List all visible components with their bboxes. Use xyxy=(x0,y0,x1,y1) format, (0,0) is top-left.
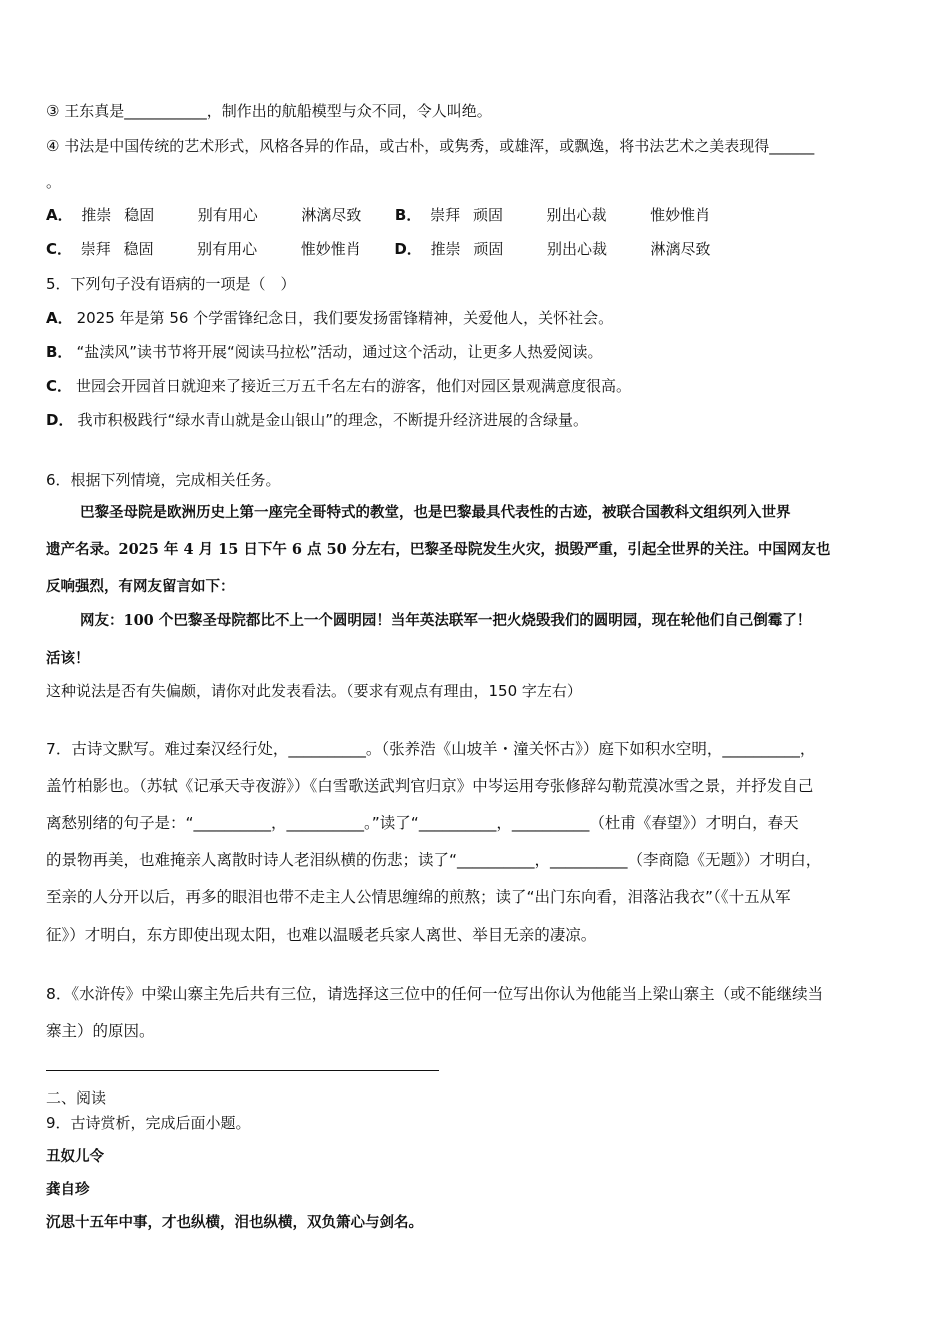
q5-option-d-text: 我市积极践行“绿水青山就是金山银山”的理念，不断提升经济进展的含绿量。 xyxy=(77,411,588,429)
q6-passage-line-1: 巴黎圣母院是欧洲历史上第一座完全哥特式的教堂，也是巴黎最具代表性的古迹，被联合国教科文组织列入世界 xyxy=(80,504,791,521)
q7-line-2: 盖竹柏影也。（苏轼《记承天寺夜游》）《白雪歌送武判官归京》中岑运用夸张修辞勾勒荒漠冰雪之景，并抒发自己 xyxy=(46,777,814,795)
q6-passage-line-4: 网友：100 个巴黎圣母院都比不上一个圆明园！当年英法联军一把火烧毁我们的圆明园，现在轮他们自己倒霉了！ xyxy=(80,612,812,629)
q7-line-1: 7．古诗文默写。难过秦汉经行处，__________。（张养浩《山坡羊・潼关怀古》）庭下如积水空明，__________， xyxy=(46,740,816,758)
q5-option-a-text: 2025 年是第 56 个学雷锋纪念日，我们要发扬雷锋精神，关爱他人，关怀社会。 xyxy=(76,309,614,327)
option-b-letter: B． xyxy=(394,206,422,224)
option-c-word-1: 崇拜 xyxy=(80,240,111,258)
option-a-word-4: 淋漓尽致 xyxy=(301,206,362,224)
option-d-word-3: 别出心裁 xyxy=(546,240,607,258)
q5-option-a xyxy=(46,309,613,327)
poem-line-1: 沉思十五年中事，才也纵横，泪也纵横，双负箫心与剑名。 xyxy=(46,1214,423,1231)
q8-line-1: 8．《水浒传》中梁山寨主先后共有三位，请选择这三位中的任何一位写出你认为他能当上梁山寨主（或不能继续当 xyxy=(46,985,824,1003)
q6-passage-line-3: 反响强烈，有网友留言如下： xyxy=(46,578,235,595)
q5-stem: 5．下列句子没有语病的一项是（ ） xyxy=(46,275,296,293)
q5-option-d xyxy=(46,411,588,429)
q9-stem: 9．古诗赏析，完成后面小题。 xyxy=(46,1114,251,1132)
option-c-letter: C． xyxy=(46,240,73,258)
q5-option-c-text: 世园会开园首日就迎来了接近三万五千名左右的游客，他们对园区景观满意度很高。 xyxy=(76,377,632,395)
option-d-word-2: 顽固 xyxy=(473,240,504,258)
option-a-letter: A． xyxy=(46,206,73,224)
q5-option-b-letter: B． xyxy=(46,343,73,361)
option-b-word-2: 顽固 xyxy=(472,206,503,224)
q6-passage-line-2: 遗产名录。2025 年 4 月 15 日下午 6 点 50 分左右，巴黎圣母院发生火灾，损毁严重，引起全世界的关注。中国网友也 xyxy=(46,541,831,558)
option-a-word-1: 推崇 xyxy=(81,206,112,224)
option-c-word-2: 稳固 xyxy=(123,240,154,258)
option-a-word-3: 别有用心 xyxy=(197,206,258,224)
q7-line-5: 至亲的人分开以后，再多的眼泪也带不走主人公情思缠绵的煎熬；读了“出门东向看，泪落沾我衣”（《十五从军 xyxy=(46,888,791,906)
q8-answer-line xyxy=(46,1070,439,1071)
option-d-word-4: 淋漓尽致 xyxy=(650,240,711,258)
q5-option-c xyxy=(46,377,631,395)
q5-option-c-letter: C． xyxy=(46,377,73,395)
q7-line-6: 征》）才明白，东方即使出现太阳，也难以温暖老兵家人离世、举目无亲的凄凉。 xyxy=(46,926,597,944)
poem-title: 丑奴儿令 xyxy=(46,1148,104,1165)
q6-stem: 6．根据下列情境，完成相关任务。 xyxy=(46,471,281,489)
q6-task: 这种说法是否有失偏颇，请你对此发表看法。（要求有观点有理由，150 字左右） xyxy=(46,682,582,700)
option-b-word-4: 惟妙惟肖 xyxy=(650,206,711,224)
option-b-word-1: 崇拜 xyxy=(430,206,461,224)
option-d-letter: D． xyxy=(394,240,422,258)
q5-option-b-text: “盐渎风”读书节将开展“阅读马拉松”活动，通过这个活动，让更多人热爱阅读。 xyxy=(76,343,603,361)
q6-passage-line-5: 活该！ xyxy=(46,650,90,667)
q7-line-3: 离愁别绪的句子是：“__________，__________。”读了“__________，__________（杜甫《春望》）才明白，春天 xyxy=(46,814,799,832)
option-c-word-3: 别有用心 xyxy=(197,240,258,258)
option-a-word-2: 稳固 xyxy=(124,206,155,224)
q4-options-row-1 xyxy=(46,206,710,224)
q5-option-a-letter: A． xyxy=(46,309,73,327)
section-2-heading: 二、阅读 xyxy=(46,1089,107,1107)
q4-item-3: ③ 王东真是___________，制作出的航船模型与众不同，令人叫绝。 xyxy=(46,102,492,120)
option-b-word-3: 别出心裁 xyxy=(546,206,607,224)
q4-options-row-2 xyxy=(46,240,711,258)
q5-option-b xyxy=(46,343,603,361)
q5-option-d-letter: D． xyxy=(46,411,74,429)
option-d-word-1: 推崇 xyxy=(430,240,461,258)
poem-author: 龚自珍 xyxy=(46,1181,90,1198)
option-c-word-4: 惟妙惟肖 xyxy=(300,240,361,258)
q4-item-4-end: 。 xyxy=(46,173,62,191)
q4-item-4: ④ 书法是中国传统的艺术形式，风格各异的作品，或古朴，或隽秀，或雄浑，或飘逸，将书法艺术之美表现得______ xyxy=(46,137,815,155)
q8-line-2: 寨主）的原因。 xyxy=(46,1022,155,1040)
q7-line-4: 的景物再美，也难掩亲人离散时诗人老泪纵横的伤悲；读了“__________，__________（李商隐《无题》）才明白， xyxy=(46,851,822,869)
